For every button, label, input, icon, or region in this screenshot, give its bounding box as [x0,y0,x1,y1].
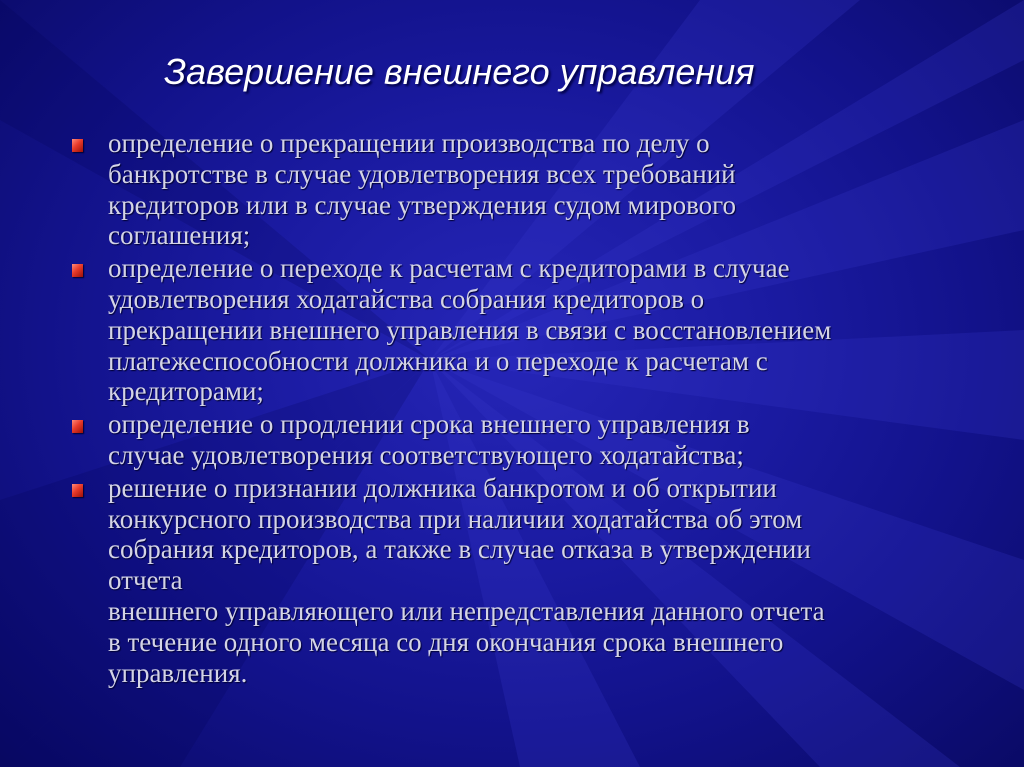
list-item [72,253,972,407]
list-item [72,409,972,471]
bullet-list [72,128,972,690]
bullet-text: определение о продлении срока внешнего управления в случае удовлетворения соответствующего ходатайства; [108,409,750,470]
red-square-bullet-icon [72,484,83,497]
bullet-text: определение о переходе к расчетам с кредиторами в случае удовлетворения ходатайства собрания кредиторов о прекращении внешнего управления в связи с восстановлением платежеспособности должника и о переходе к расчетам с кредиторами; [108,253,832,407]
red-square-bullet-icon [72,264,83,277]
slide-title: Завершение внешнего управления [164,51,755,92]
red-square-bullet-icon [72,420,83,433]
bullet-text: определение о прекращении производства по делу о банкротстве в случае удовлетворения всех требований кредиторов или в случае утверждения судом мирового соглашения; [108,128,737,251]
bullet-text: решение о признании должника банкротом и об открытии конкурсного производства при наличии ходатайства об этом собрания кредиторов, а также в случае отказа в утверждении отчета внешнего управляющего или непредставления данного отчета в течение одного месяца со дня окончания срока внешнего управления. [108,472,825,688]
list-item [72,473,972,689]
red-square-bullet-icon [72,139,83,152]
list-item [72,128,972,251]
